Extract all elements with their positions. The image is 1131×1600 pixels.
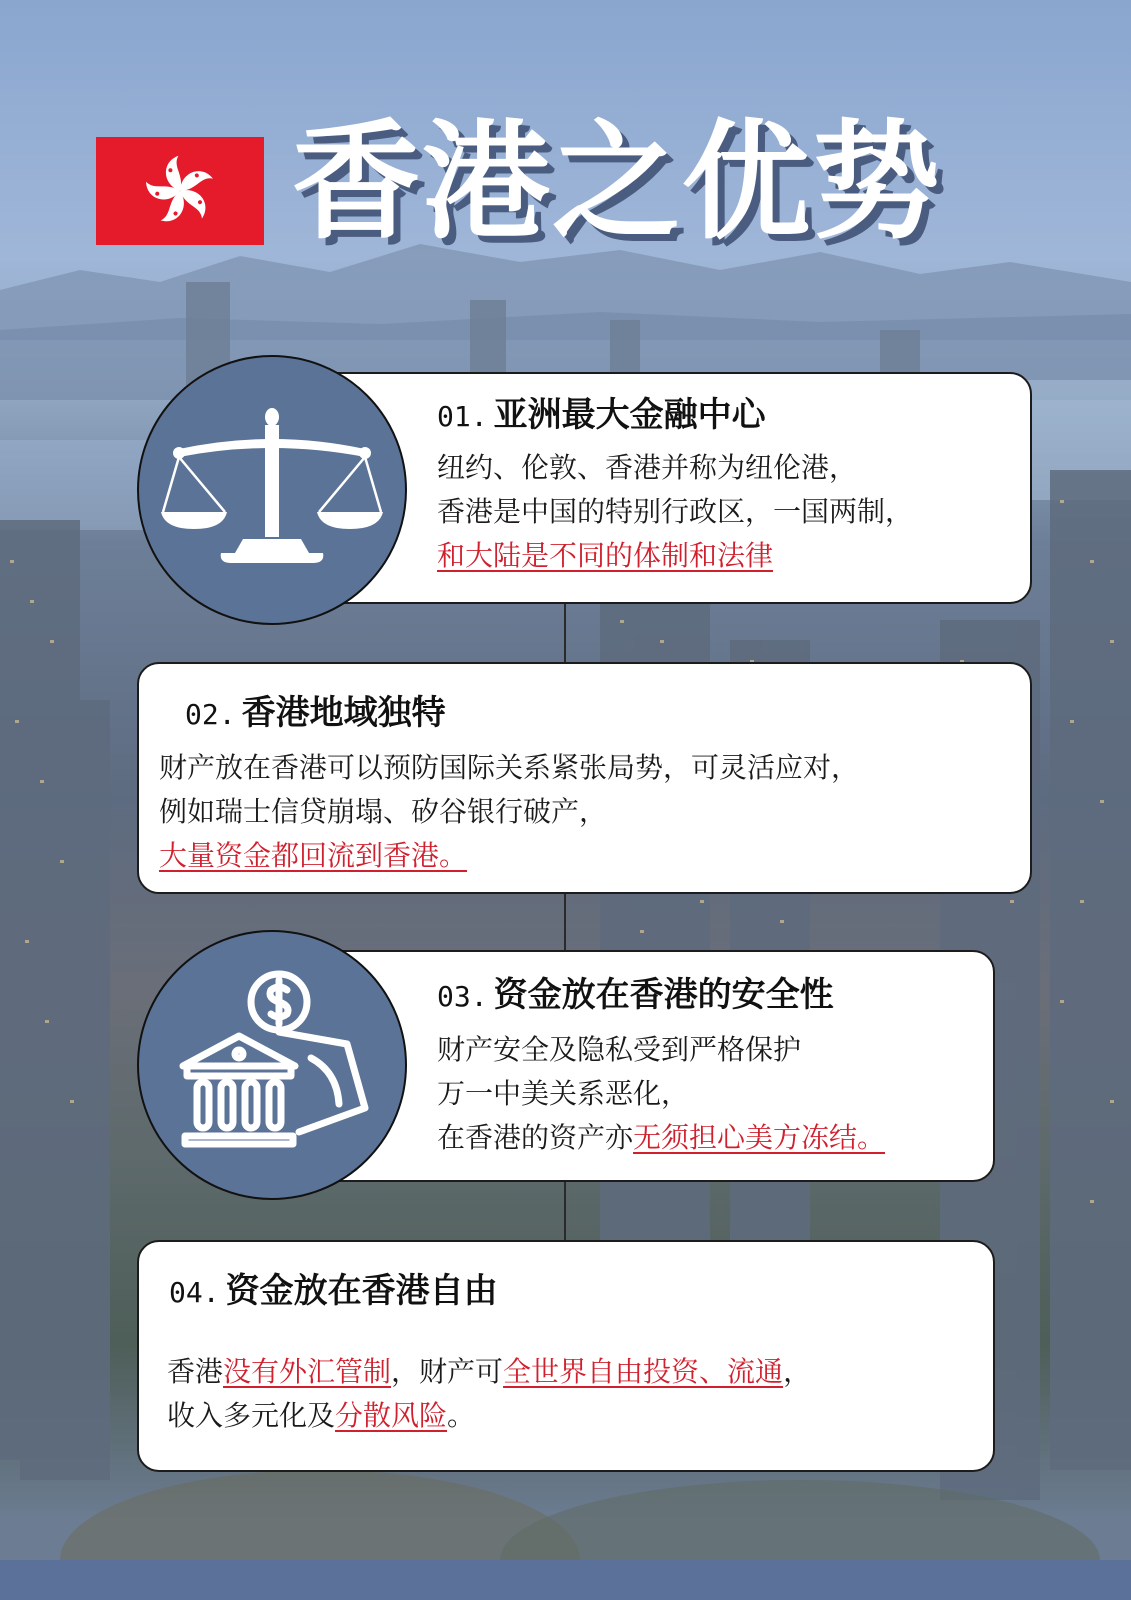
card-line [167, 1394, 811, 1438]
card-line [437, 534, 913, 578]
hong-kong-flag-icon [96, 137, 264, 245]
scales-of-justice-icon [137, 355, 407, 625]
bank-money-icon [137, 930, 407, 1200]
scales-icon [139, 357, 405, 623]
card-title: 亚洲最大金融中心 [493, 395, 766, 435]
card-title: 资金放在香港自由 [225, 1271, 498, 1311]
highlighted-text: 无须担心美方冻结。 [633, 1121, 886, 1154]
body-text: 香港是中国的特别行政区，一国两制， [437, 495, 914, 528]
footer-band [0, 1560, 1131, 1600]
body-text: 万一中美关系恶化， [437, 1077, 690, 1110]
advantage-card-4 [137, 1240, 995, 1472]
card-number: 02. [185, 698, 236, 731]
card-number: 03. [437, 980, 488, 1013]
body-text: ，财产可 [391, 1355, 504, 1388]
bauhinia-icon [140, 151, 220, 231]
body-text: ， [783, 1355, 812, 1388]
body-text: 纽约、伦敦、香港并称为纽伦港， [437, 451, 858, 484]
card-line [159, 834, 859, 878]
card-line [437, 1072, 885, 1116]
body-text: 。 [447, 1399, 476, 1432]
body-text: 在香港的资产亦 [437, 1121, 634, 1154]
body-text: 例如瑞士信贷崩塌、矽谷银行破产， [159, 795, 608, 828]
page-title: 香港之优势 [292, 108, 943, 257]
card-line [437, 446, 913, 490]
highlighted-text: 大量资金都回流到香港。 [159, 839, 468, 872]
card-number: 04. [169, 1276, 220, 1309]
card-heading [169, 1270, 498, 1314]
card-heading [185, 692, 446, 736]
card-heading [437, 394, 766, 438]
card-line [437, 1028, 885, 1072]
card-line [159, 790, 859, 834]
card-line [437, 490, 913, 534]
body-text: 收入多元化及 [167, 1399, 336, 1432]
card-title: 香港地域独特 [241, 693, 446, 733]
body-text: 财产放在香港可以预防国际关系紧张局势，可灵活应对， [159, 751, 860, 784]
card-line [437, 1116, 885, 1160]
body-text: 财产安全及隐私受到严格保护 [437, 1033, 802, 1066]
bank-icon [139, 932, 405, 1198]
highlighted-text: 没有外汇管制 [223, 1355, 392, 1388]
card-body [167, 1350, 811, 1438]
card-number: 01. [437, 400, 488, 433]
advantage-card-2 [137, 662, 1032, 894]
card-body [437, 1028, 885, 1160]
body-text: 香港 [167, 1355, 224, 1388]
highlighted-text: 分散风险 [335, 1399, 448, 1432]
card-body [437, 446, 913, 578]
highlighted-text: 和大陆是不同的体制和法律 [437, 539, 774, 572]
card-line [167, 1350, 811, 1394]
card-heading [437, 974, 834, 1018]
card-line [159, 746, 859, 790]
card-body [159, 746, 859, 878]
highlighted-text: 全世界自由投资、流通 [503, 1355, 784, 1388]
card-title: 资金放在香港的安全性 [493, 975, 834, 1015]
